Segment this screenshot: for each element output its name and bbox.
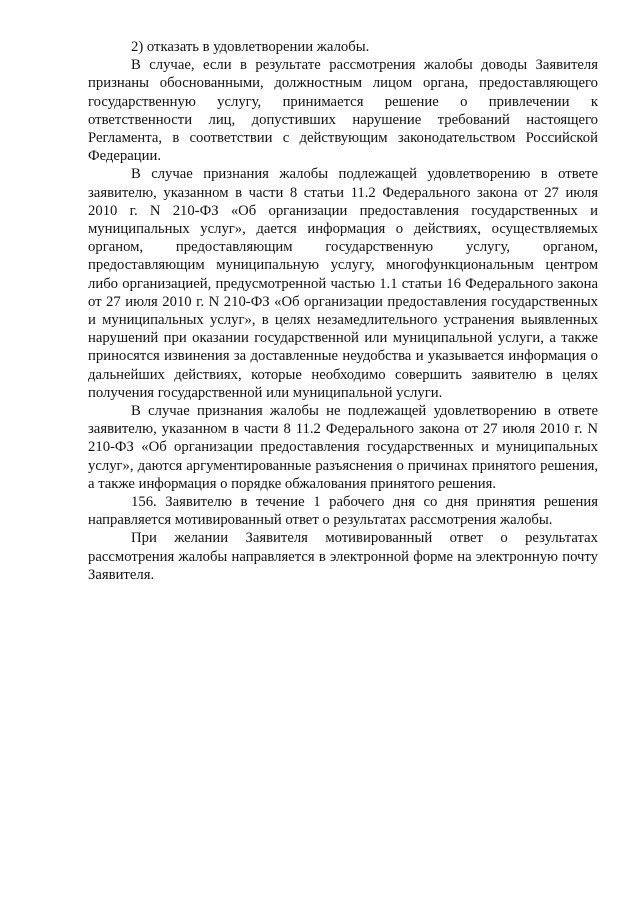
- paragraph-complaint-rejected: В случае признания жалобы не подлежащей удовлетворению в ответе заявителю, указанном в части 8 11.2 Федерального закона от 27 июля 2010 г. N 210-ФЗ «Об организации предоставления государственных и муниципальных услуг», даются аргументированные разъяснения о причинах принятого решения, а также информация о порядке обжалования принятого решения.: [88, 403, 598, 492]
- document-page: [88, 38, 598, 584]
- paragraph-liability-decision: В случае, если в результате рассмотрения жалобы доводы Заявителя признаны обоснованными, должностным лицом органа, предоставляющего государственную услугу, принимается решение о привлечении к ответственности лиц, допустивших нарушение требований настоящего Регламента, в соответствии с действующим законодательством Российской Федерации.: [88, 57, 598, 165]
- paragraph-electronic-response: При желании Заявителя мотивированный ответ о результатах рассмотрения жалобы направляется в электронной форме на электронную почту Заявителя.: [88, 530, 598, 583]
- paragraph-response-deadline: 156. Заявителю в течение 1 рабочего дня со дня принятия решения направляется мотивированный ответ о результатах рассмотрения жалобы.: [88, 494, 598, 529]
- paragraph-complaint-satisfied: В случае признания жалобы подлежащей удовлетворению в ответе заявителю, указанном в части 8 статьи 11.2 Федерального закона от 27 июля 2010 г. N 210-ФЗ «Об организации предоставления государственных и муниципальных услуг», дается информация о действиях, осуществляемых органом, предоставляющим государственную услугу, органом, предоставляющим муниципальную услугу, многофункциональным центром либо организацией, предусмотренной частью 1.1 статьи 16 Федерального закона от 27 июля 2010 г. N 210-ФЗ «Об организации предоставления государственных и муниципальных услуг», в целях незамедлительного устранения выявленных нарушений при оказании государственной или муниципальной услуги, а также приносятся извинения за доставленные неудобства и указывается информация о дальнейших действиях, которые необходимо совершить заявителю в целях получения государственной или муниципальной услуги.: [88, 166, 598, 401]
- paragraph-refuse-complaint: 2) отказать в удовлетворении жалобы.: [131, 39, 370, 55]
